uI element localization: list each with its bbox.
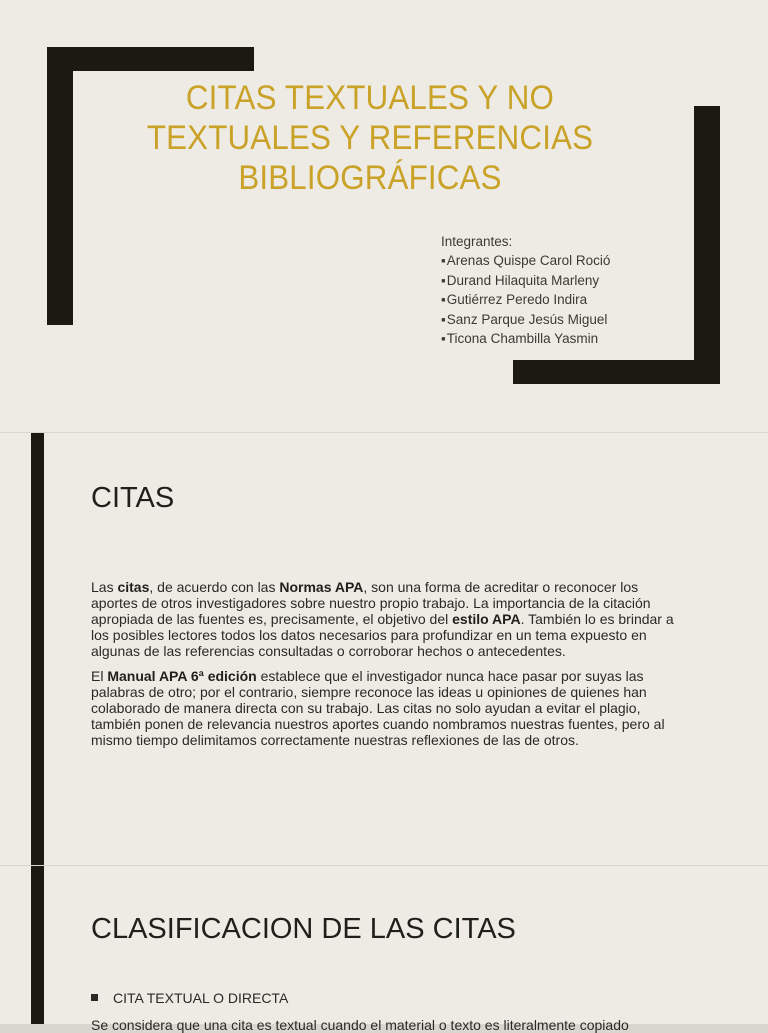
presentation-title: CITAS TEXTUALES Y NO TEXTUALES Y REFERENCIAS BIBLIOGRÁFICAS (146, 79, 594, 197)
left-accent-bar (31, 866, 44, 1024)
bullet-label: CITA TEXTUAL O DIRECTA (113, 990, 289, 1006)
frame-bar-top-left-horizontal (47, 47, 254, 71)
member-item: ▪ Sanz Parque Jesús Miguel (441, 310, 610, 329)
member-item: ▪ Arenas Quispe Carol Roció (441, 251, 610, 270)
member-item: ▪ Gutiérrez Peredo Indira (441, 290, 610, 309)
paragraph-1 (91, 579, 683, 659)
member-item: ▪ Ticona Chambilla Yasmin (441, 329, 610, 348)
member-item: ▪ Durand Hilaquita Marleny (441, 271, 610, 290)
text-run: . También lo es brindar a los posibles lectores todos los datos necesarios para profundizar en un tema expuesto en algunas de las referencias consultadas o corroborar hechos o antecedentes. (91, 611, 674, 659)
bullet-item (91, 990, 288, 1006)
text-run: El (91, 668, 108, 684)
bold-term: Manual APA 6ª edición (107, 668, 257, 684)
members-block (441, 232, 610, 348)
text-run: , son una forma de acreditar o reconocer los aportes de otros investigadores sobre nuestro propio trabajo. La importancia de la citación apropiada de las fuentes es, precisamente, el objetivo del (91, 579, 651, 627)
members-label: Integrantes: (441, 234, 513, 249)
left-accent-bar (31, 433, 44, 865)
body-text (91, 579, 683, 757)
text-run: , de acuerdo con las (149, 579, 280, 595)
square-bullet-icon (91, 994, 98, 1001)
slide-heading: CLASIFICACION DE LAS CITAS (91, 913, 516, 945)
slide-heading: CITAS (91, 482, 175, 514)
body-text-cut: Se considera que una cita es textual cuando el material o texto es literalmente copiado (91, 1017, 629, 1033)
frame-bar-bottom-right-horizontal (513, 360, 720, 384)
frame-bar-bottom-right-vertical (694, 106, 720, 384)
paragraph-2 (91, 668, 683, 748)
citas-slide (0, 433, 768, 865)
clasificacion-slide (0, 866, 768, 1033)
members-list (441, 251, 610, 348)
bold-term: citas (117, 579, 150, 595)
bold-term: Normas APA (279, 579, 364, 595)
bold-term: estilo APA (452, 611, 521, 627)
text-run: establece que el investigador nunca hace pasar por suyas las palabras de otro; por el contrario, siempre reconoce las ideas u opiniones de quienes han colaborado de manera directa con su trabajo. Las citas no solo ayudan a evitar el plagio, también ponen de relevancia nuestros aportes cuando nombramos nuestras fuentes, pero al mismo tiempo delimitamos correctamente nuestras reflexiones de las de otros. (91, 668, 665, 748)
frame-bar-top-left-vertical (47, 47, 73, 325)
text-run: Las (91, 579, 118, 595)
title-slide (0, 0, 768, 432)
